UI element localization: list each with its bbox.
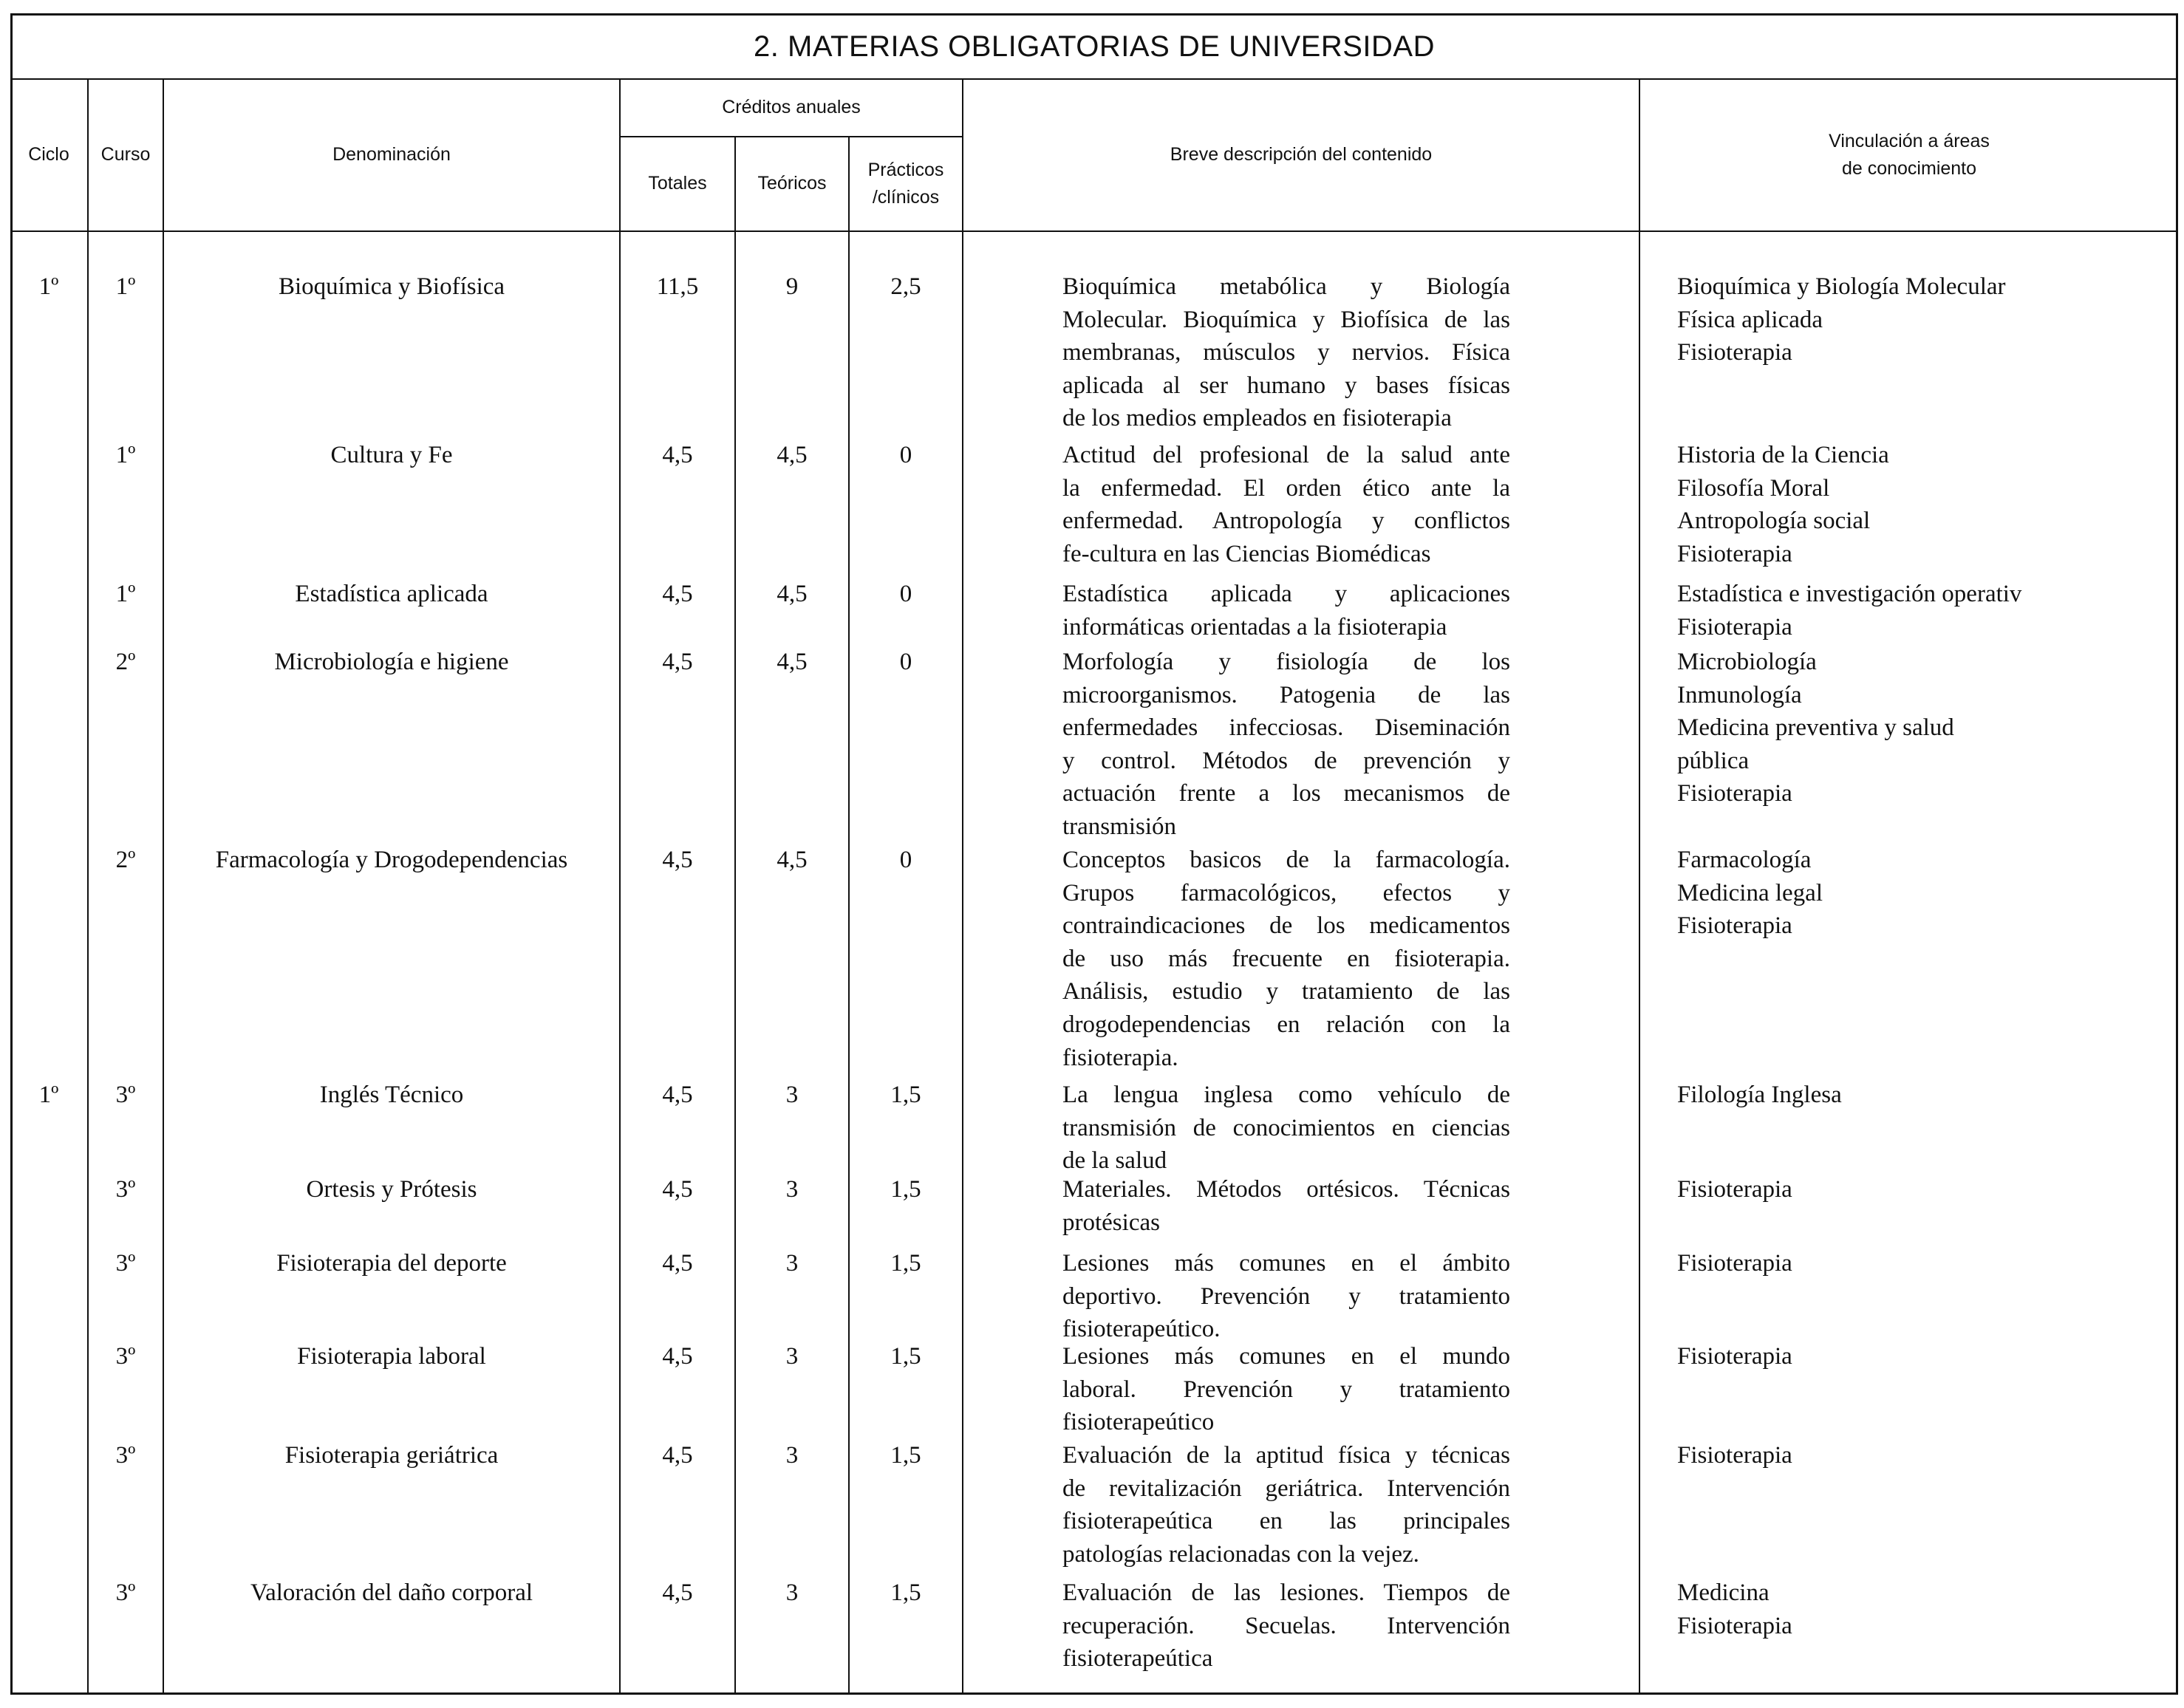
descripcion-line: fisioterapeútico. [1062,1316,1221,1343]
descripcion-line: drogodependencias en relación con la [1062,1011,1510,1038]
cell-vinculacion [1677,1577,2172,1642]
cell-curso: 3º [115,1343,136,1370]
cell-denominacion: Farmacología y Drogodependencias [215,847,568,873]
cell-totales: 4,5 [662,847,693,873]
cell-descripcion [1062,578,1510,643]
descripcion-line: enfermedad. Antropología y conflictos [1062,508,1510,535]
cell-vinculacion [1677,439,2172,570]
cell-practicos: 1,5 [890,1176,921,1203]
descripcion-line: fisioterapeútica en las principales [1062,1508,1510,1535]
descripcion-line: Análisis, estudio y tratamiento de las [1062,978,1510,1005]
area-line: Filología Inglesa [1677,1082,1842,1108]
area-line: Fisioterapia [1677,1343,1792,1370]
cell-teoricos: 3 [785,1579,799,1606]
descripcion-line: contraindicaciones de los medicamentos [1062,912,1510,940]
descripcion-line: Evaluación de la aptitud física y técnicas [1062,1442,1510,1469]
descripcion-line: membranas, músculos y nervios. Física [1062,339,1510,366]
cell-curso: 3º [115,1442,136,1469]
header-practicos: Prácticos /clínicos [867,159,944,208]
header-vinculacion: Vinculación a áreas de conocimiento [1829,130,1990,179]
cell-denominacion: Fisioterapia geriátrica [284,1442,499,1469]
cell-descripcion [1062,1173,1510,1239]
cell-curso: 3º [115,1579,136,1606]
col-rule-7 [1639,78,1640,1695]
descripcion-line: Morfología y fisiología de los [1062,649,1510,675]
area-line: Fisioterapia [1677,613,1792,640]
cell-practicos: 0 [899,442,912,468]
cell-vinculacion [1677,646,2172,810]
descripcion-line: actuación frente a los mecanismos de [1062,780,1510,807]
area-line: Física aplicada [1677,306,1823,333]
cell-vinculacion [1677,1173,2172,1206]
cell-teoricos: 4,5 [777,581,808,607]
cell-descripcion [1062,1079,1510,1178]
descripcion-line: Lesiones más comunes en el ámbito [1062,1250,1510,1277]
cell-teoricos: 4,5 [777,847,808,873]
cell-ciclo: 1º [38,1082,59,1108]
descripcion-line: transmisión [1062,813,1176,840]
cell-totales: 4,5 [662,1082,693,1108]
header-creditos: Créditos anuales [722,97,861,118]
area-line: Fisioterapia [1677,339,1792,366]
cell-practicos: 1,5 [890,1442,921,1469]
descripcion-line: transmisión de conocimientos en ciencias [1062,1114,1510,1141]
cell-denominacion: Bioquímica y Biofísica [278,273,505,300]
area-line: Farmacología [1677,847,1812,873]
descripcion-line: y control. Métodos de prevención y [1062,747,1510,774]
cell-denominacion: Inglés Técnico [319,1082,464,1108]
area-line: Fisioterapia [1677,912,1792,940]
cell-vinculacion [1677,1340,2172,1373]
area-line: Fisioterapia [1677,1250,1792,1277]
cell-denominacion: Fisioterapia laboral [297,1343,486,1370]
area-line: Estadística e investigación operativ [1677,581,2022,607]
area-line: Medicina [1677,1579,1770,1606]
cell-totales: 4,5 [662,1176,693,1203]
cell-totales: 4,5 [662,1442,693,1469]
cell-curso: 1º [115,581,136,607]
cell-practicos: 1,5 [890,1579,921,1606]
descripcion-line: fisioterapeútica [1062,1645,1213,1673]
header-descripcion: Breve descripción del contenido [1170,144,1433,165]
cell-totales: 4,5 [662,1343,693,1370]
cell-practicos: 0 [899,649,912,675]
header-ciclo: Ciclo [28,144,69,165]
area-line: Historia de la Ciencia [1677,442,1889,468]
cell-denominacion: Valoración del daño corporal [250,1579,533,1606]
descripcion-line: Grupos farmacológicos, efectos y [1062,879,1510,906]
cell-practicos: 2,5 [890,273,921,300]
cell-curso: 1º [115,442,136,468]
cell-totales: 4,5 [662,442,693,468]
cell-teoricos: 3 [785,1250,799,1277]
cell-totales: 4,5 [662,581,693,607]
descripcion-line: protésicas [1062,1209,1160,1236]
descripcion-line: informáticas orientadas a la fisioterapia [1062,613,1447,640]
descripcion-line: la enfermedad. El orden ético ante la [1062,474,1510,502]
descripcion-line: de la salud [1062,1147,1167,1175]
cell-teoricos: 4,5 [777,649,808,675]
area-line: Microbiología [1677,649,1817,675]
area-line: Fisioterapia [1677,1176,1792,1203]
header-totales: Totales [648,173,707,194]
cell-curso: 3º [115,1250,136,1277]
descripcion-line: fisioterapia. [1062,1044,1178,1071]
cell-descripcion [1062,646,1510,844]
area-line: Antropología social [1677,508,1871,535]
descripcion-line: Actitud del profesional de la salud ante [1062,442,1510,468]
descripcion-line: aplicada al ser humano y bases físicas [1062,372,1510,399]
descripcion-line: laboral. Prevención y tratamiento [1062,1376,1510,1403]
cell-practicos: 0 [899,847,912,873]
cell-totales: 11,5 [656,273,699,300]
cell-totales: 4,5 [662,1579,693,1606]
descripcion-line: Molecular. Bioquímica y Biofísica de las [1062,306,1510,333]
cell-curso: 3º [115,1082,136,1108]
cell-curso: 1º [115,273,136,300]
cell-vinculacion [1677,270,2172,369]
descripcion-line: de los medios empleados en fisioterapia [1062,405,1452,432]
descripcion-line: Lesiones más comunes en el mundo [1062,1343,1510,1370]
cell-denominacion: Ortesis y Prótesis [306,1176,477,1203]
descripcion-line: Estadística aplicada y aplicaciones [1062,581,1510,607]
cell-descripcion [1062,270,1510,435]
cell-curso: 3º [115,1176,136,1203]
descripcion-line: deportivo. Prevención y tratamiento [1062,1282,1510,1310]
cell-vinculacion [1677,844,2172,943]
cell-teoricos: 3 [785,1176,799,1203]
area-line: Fisioterapia [1677,1442,1792,1469]
page-title: 2. MATERIAS OBLIGATORIAS DE UNIVERSIDAD [754,30,1435,63]
descripcion-line: recuperación. Secuelas. Intervención [1062,1612,1510,1639]
area-line: Medicina preventiva y salud [1677,714,1954,742]
area-line: Fisioterapia [1677,540,1792,567]
cell-denominacion: Microbiología e higiene [274,649,509,675]
descripcion-line: Evaluación de las lesiones. Tiempos de [1062,1579,1510,1606]
cell-teoricos: 4,5 [777,442,808,468]
descripcion-line: de revitalización geriátrica. Intervención [1062,1475,1510,1502]
cell-denominacion: Fisioterapia del deporte [276,1250,507,1277]
cell-practicos: 1,5 [890,1343,921,1370]
cell-teoricos: 9 [785,273,799,300]
cell-descripcion [1062,1340,1510,1439]
cell-descripcion [1062,1439,1510,1571]
cell-descripcion [1062,844,1510,1074]
area-line: Bioquímica y Biología Molecular [1677,273,2006,300]
cell-vinculacion [1677,578,2172,643]
cell-vinculacion [1677,1247,2172,1280]
cell-practicos: 0 [899,581,912,607]
cell-vinculacion [1677,1439,2172,1472]
cell-practicos: 1,5 [890,1250,921,1277]
cell-denominacion: Estadística aplicada [295,581,488,607]
header-curso: Curso [100,144,151,165]
area-line: pública [1677,747,1750,774]
area-line: Medicina legal [1677,879,1823,906]
cell-totales: 4,5 [662,649,693,675]
descripcion-line: Bioquímica metabólica y Biología [1062,273,1510,300]
col-rule-6 [962,78,963,1695]
descripcion-line: de uso más frecuente en fisioterapia. [1062,945,1510,972]
header-rule [10,230,2178,232]
area-line: Fisioterapia [1677,780,1792,807]
descripcion-line: Conceptos basicos de la farmacología. [1062,847,1510,873]
descripcion-line: enfermedades infecciosas. Diseminación [1062,714,1510,742]
area-line: Fisioterapia [1677,1612,1792,1639]
descripcion-line: fe-cultura en las Ciencias Biomédicas [1062,540,1431,567]
descripcion-line: La lengua inglesa como vehículo de [1062,1082,1510,1108]
area-line: Filosofía Moral [1677,474,1830,502]
cell-ciclo: 1º [38,273,59,300]
cell-teoricos: 3 [785,1343,799,1370]
header-teoricos: Teóricos [757,173,827,194]
descripcion-line: microorganismos. Patogenia de las [1062,681,1510,708]
cell-practicos: 1,5 [890,1082,921,1108]
area-line: Inmunología [1677,681,1802,708]
descripcion-line: Materiales. Métodos ortésicos. Técnicas [1062,1176,1510,1203]
descripcion-line: fisioterapeútico [1062,1409,1215,1436]
cell-denominacion: Cultura y Fe [330,442,453,468]
descripcion-line: patologías relacionadas con la vejez. [1062,1540,1419,1568]
cell-totales: 4,5 [662,1250,693,1277]
header-denominacion: Denominación [332,144,451,165]
cell-teoricos: 3 [785,1442,799,1469]
cell-curso: 2º [115,847,136,873]
cell-descripcion [1062,1247,1510,1346]
cell-curso: 2º [115,649,136,675]
cell-descripcion [1062,439,1510,570]
cell-teoricos: 3 [785,1082,799,1108]
cell-descripcion [1062,1577,1510,1675]
cell-vinculacion [1677,1079,2172,1112]
